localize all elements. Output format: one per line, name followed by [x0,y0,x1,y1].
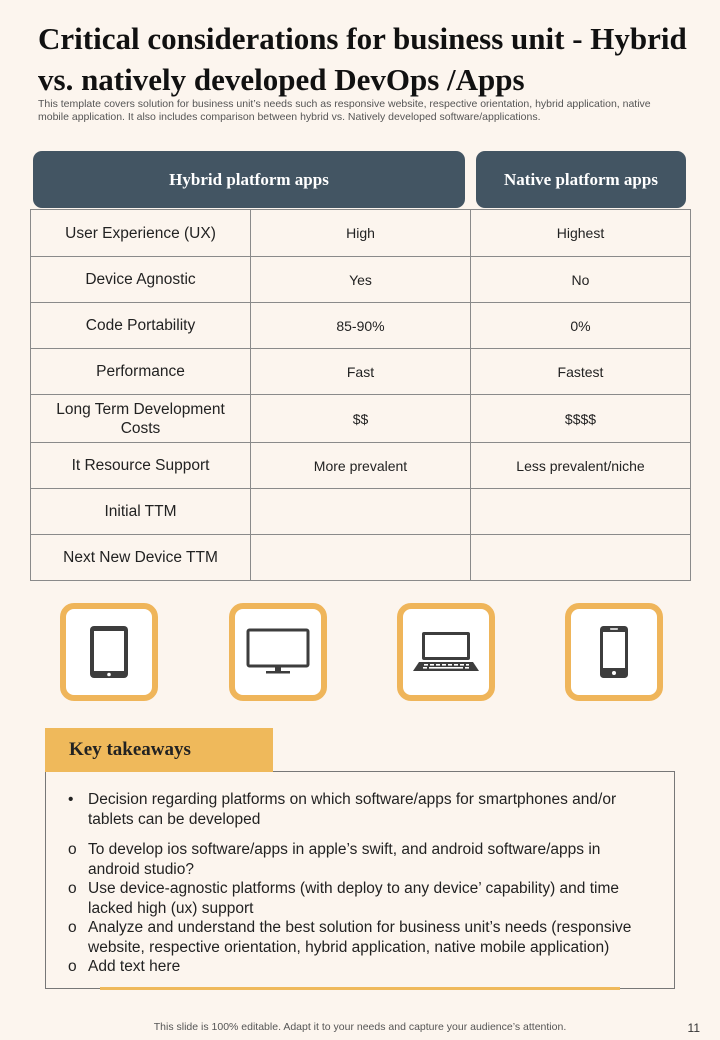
bullet-marker: • [68,791,74,808]
bullet-marker: o [68,919,77,936]
table-row [31,349,691,395]
table-row [31,535,691,581]
hybrid-column-header: Hybrid platform apps [33,151,465,208]
hybrid-value-cell: More prevalent [251,443,471,489]
native-value-cell: Less prevalent/niche [471,443,691,489]
footer-note: This slide is 100% editable. Adapt it to your needs and capture your audience’s attention. [153,1021,567,1033]
key-takeaways-box [45,771,675,989]
feature-cell: It Resource Support [31,443,251,489]
list-item-text: Analyze and understand the best solution for business unit’s needs (responsive website, respective orientation, hybrid application, native mobile application) [88,919,632,956]
hybrid-value-cell: High [251,210,471,257]
native-value-cell: Fastest [471,349,691,395]
monitor-icon-box [229,603,327,701]
tablet-icon [87,624,131,680]
native-value-cell: 0% [471,303,691,349]
key-takeaways-label: Key takeaways [45,728,273,772]
feature-cell: Device Agnostic [31,257,251,303]
tablet-icon-box [60,603,158,701]
native-value-cell: Highest [471,210,691,257]
feature-cell: Initial TTM [31,489,251,535]
hybrid-value-cell: Fast [251,349,471,395]
list-item [68,918,638,957]
key-takeaways-list [68,790,638,977]
page-number: 11 [687,1021,700,1035]
hybrid-value-cell [251,489,471,535]
native-value-cell: No [471,257,691,303]
comparison-table [30,209,691,581]
table-row [31,303,691,349]
list-item-text: Decision regarding platforms on which software/apps for smartphones and/or tablets can be developed [88,791,617,828]
list-item-text: To develop ios software/apps in apple’s swift, and android software/apps in android studio? [88,841,601,878]
feature-cell: Performance [31,349,251,395]
feature-cell: Code Portability [31,303,251,349]
table-row [31,395,691,443]
feature-cell: Long Term Development Costs [31,395,251,443]
native-value-cell [471,489,691,535]
table-row [31,443,691,489]
list-item [68,840,638,879]
bullet-marker: o [68,958,77,975]
table-row [31,210,691,257]
accent-underline [100,987,620,990]
bullet-marker: o [68,841,77,858]
hybrid-value-cell: Yes [251,257,471,303]
monitor-icon [246,628,310,676]
laptop-icon [411,630,481,674]
smartphone-icon-box [565,603,663,701]
native-value-cell [471,535,691,581]
native-column-header: Native platform apps [476,151,686,208]
list-item-text: Use device-agnostic platforms (with deploy to any device’ capability) and time lacked high (ux) support [88,880,619,917]
list-item [68,790,638,829]
laptop-icon-box [397,603,495,701]
table-row [31,257,691,303]
list-item [68,957,638,977]
table-row [31,489,691,535]
page-subtitle: This template covers solution for business unit’s needs such as responsive website, respective orientation, hybrid application, native mobile application. It also includes comparison between hybrid vs. Natively developed software/applications. [38,98,651,123]
bullet-marker: o [68,880,77,897]
native-value-cell: $$$$ [471,395,691,443]
feature-cell: Next New Device TTM [31,535,251,581]
hybrid-value-cell: $$ [251,395,471,443]
hybrid-value-cell [251,535,471,581]
page-title: Critical considerations for business unit - Hybrid vs. natively developed DevOps /Apps [38,21,687,97]
smartphone-icon [599,625,629,679]
hybrid-value-cell: 85-90% [251,303,471,349]
list-item [68,879,638,918]
list-item-text: Add text here [88,958,181,975]
feature-cell: User Experience (UX) [31,210,251,257]
